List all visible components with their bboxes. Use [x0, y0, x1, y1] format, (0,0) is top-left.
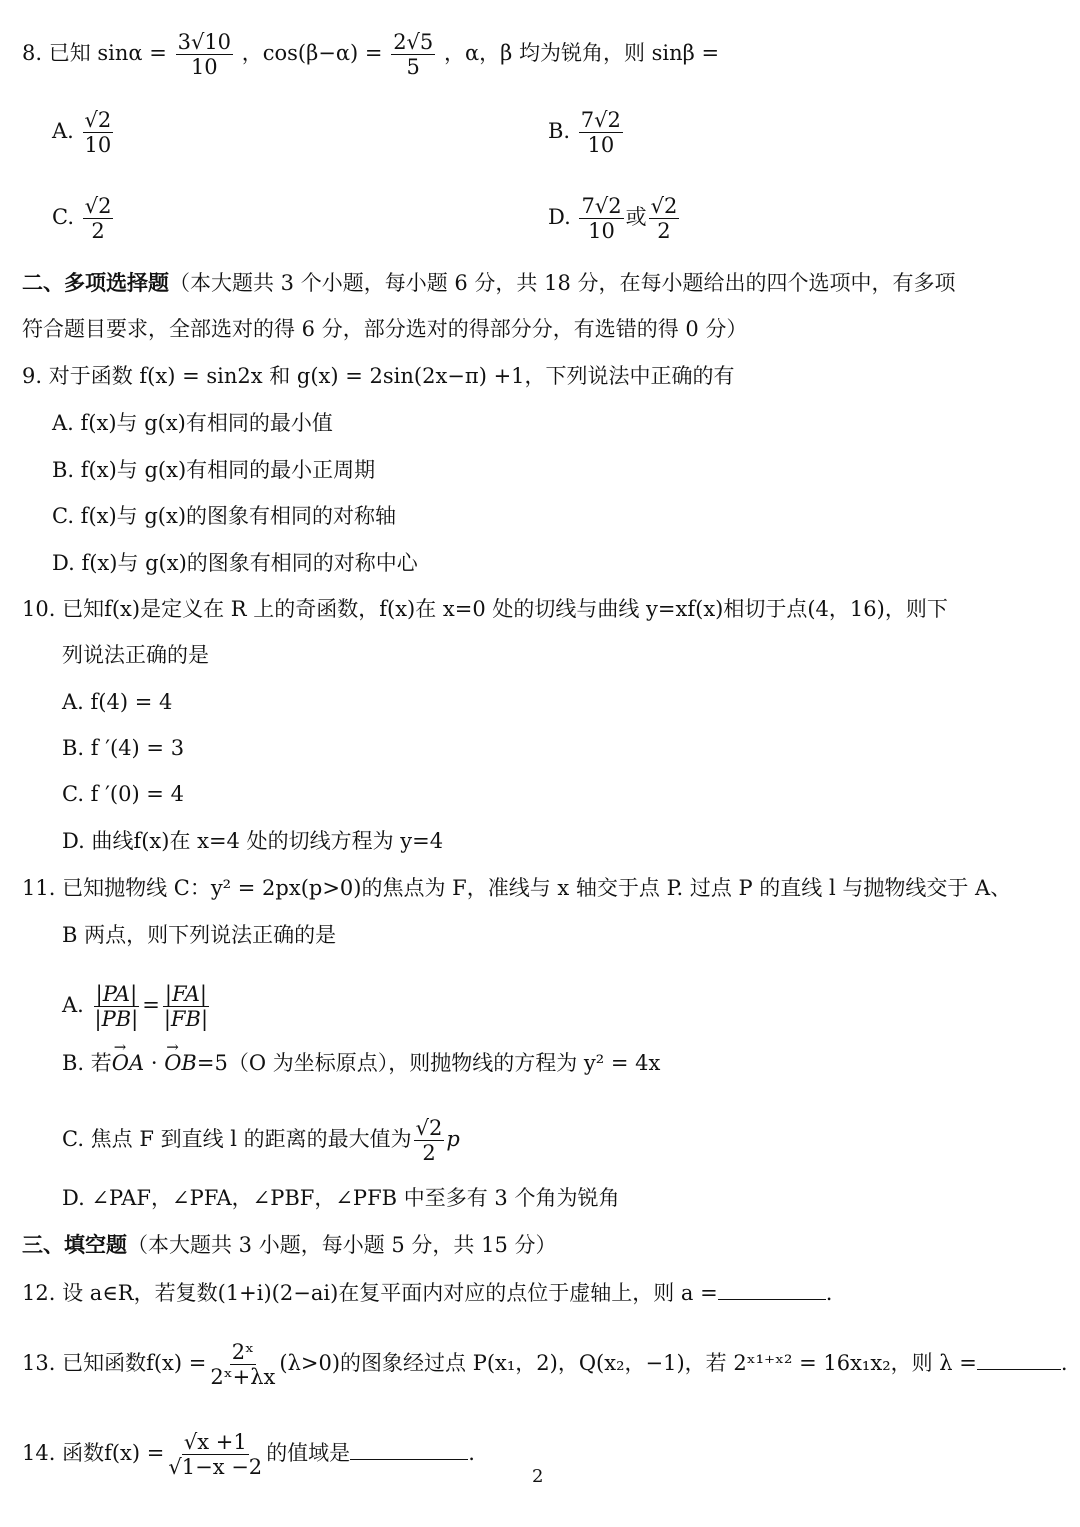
- q8-cos-fraction: $\frac{2√5}{5}$: [393, 30, 434, 79]
- q8-sin-fraction: $\frac{3√10}{10}$: [177, 30, 232, 79]
- q10-option-a: A. f(4) = 4: [62, 690, 173, 714]
- q11-option-b: B. 若→ OA · → OB=5（O 为坐标原点），则抛物线的方程为 y² = 4x: [62, 1048, 660, 1078]
- q9-stem: 9. 对于函数 f(x) = sin2x 和 g(x) = 2sin(2x−π) +1，下列说法中正确的有: [22, 364, 735, 388]
- q8-option-b: B. $\frac{7√2}{10}$: [548, 108, 621, 157]
- q13: 13. 已知函数f(x) = $\frac{\text{2ˣ}}{\text{2ˣ+λx}}$ (λ>0)的图象经过点 P(x₁，2)，Q(x₂，−1)，若 2ˣ¹⁺ˣ² = 16x₁x₂，则 λ = .: [22, 1340, 1068, 1389]
- q11-stem: 11. 已知抛物线 C：y² = 2px(p>0)的焦点为 F，准线与 x 轴交于点 P. 过点 P 的直线 l 与抛物线交于 A、: [22, 876, 1012, 900]
- section3-header: 三、填空题（本大题共 3 小题，每小题 5 分，共 15 分）: [22, 1232, 557, 1257]
- q12-answer-blank[interactable]: [718, 1299, 826, 1300]
- section2-header: 二、多项选择题（本大题共 3 个小题，每小题 6 分，共 18 分，在每小题给出的四个选项中，有多项: [22, 270, 956, 295]
- q8-option-a: A. $\frac{√2}{10}$: [52, 108, 112, 157]
- q10-stem: 10. 已知f(x)是定义在 R 上的奇函数，f(x)在 x=0 处的切线与曲线 y=xf(x)相切于点(4，16)，则下: [22, 597, 948, 621]
- q14-answer-blank[interactable]: [350, 1459, 468, 1460]
- section2-desc: 符合题目要求，全部选对的得 6 分，部分选对的得部分分，有选错的得 0 分）: [22, 317, 748, 341]
- q10-option-c: C. f ′(0) = 4: [62, 782, 184, 806]
- q11-option-a: A. $\frac{|PA|}{|PB|}$ = $\frac{|FA|}{|FB|}$: [62, 982, 209, 1031]
- q13-answer-blank[interactable]: [977, 1369, 1061, 1370]
- q10-option-b: B. f ′(4) = 3: [62, 736, 185, 760]
- q9-option-c: C. f(x)与 g(x)的图象有相同的对称轴: [52, 504, 397, 528]
- q11-option-d: D. ∠PAF，∠PFA，∠PBF，∠PFB 中至多有 3 个角为锐角: [62, 1186, 620, 1210]
- q9-option-d: D. f(x)与 g(x)的图象有相同的对称中心: [52, 551, 418, 575]
- q8-option-c: C. $\frac{√2}{2}$: [52, 194, 112, 243]
- q11-stem-cont: B 两点，则下列说法正确的是: [62, 923, 337, 947]
- q8-option-d: D. $\frac{7√2}{10}$ 或 $\frac{√2}{2}$: [548, 194, 678, 243]
- q9-option-a: A. f(x)与 g(x)有相同的最小值: [52, 411, 333, 435]
- q12: 12. 设 a∈R，若复数(1+i)(2−ai)在复平面内对应的点位于虚轴上，则 a = .: [22, 1281, 833, 1305]
- q10-stem-cont: 列说法正确的是: [62, 643, 209, 667]
- q11-option-c: C. 焦点 F 到直线 l 的距离的最大值为 $\frac{√2}{2}$ p: [62, 1116, 460, 1165]
- page-number: 2: [532, 1466, 544, 1487]
- q8-stem: 8. 已知 sinα = $\frac{3√10}{10}$ ，cos(β−α) = $\frac{2√5}{5}$ ，α，β 均为锐角，则 sinβ =: [22, 30, 720, 79]
- q10-option-d: D. 曲线f(x)在 x=4 处的切线方程为 y=4: [62, 829, 444, 853]
- q9-option-b: B. f(x)与 g(x)有相同的最小正周期: [52, 458, 376, 482]
- q14: 14. 函数f(x) = $\frac{√x +1}{√1-x -2}$ 的值域是 .: [22, 1430, 475, 1479]
